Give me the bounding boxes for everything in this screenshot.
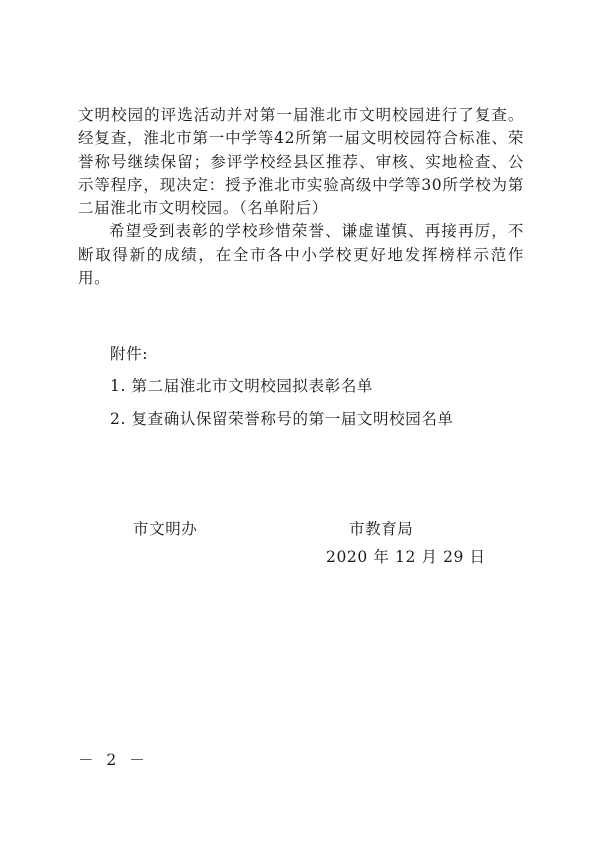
attachments-list [110, 370, 454, 436]
attachments-title: 附件: [110, 345, 149, 363]
body-paragraph-1: 文明校园的评选活动并对第一届淮北市文明校园进行了复查。经复查，淮北市第一中学等42所第一届文明校园符合标准、荣誉称号继续保留；参评学校经县区推荐、审核、实地检查、公示等程序，现决定：授予淮北市实验高级中学等30所学校为第二届淮北市文明校园。（名单附后） [78, 106, 524, 218]
attachment-item-1: 1. 第二届淮北市文明校园拟表彰名单 [110, 377, 374, 395]
body-paragraph-2: 希望受到表彰的学校珍惜荣誉、谦虚谨慎、再接再厉，不断取得新的成绩，在全市各中小学校更好地发挥榜样示范作用。 [78, 222, 524, 288]
issuer-civilization-office: 市文明办 [133, 520, 198, 538]
attachment-item-2: 2. 复查确认保留荣誉称号的第一届文明校园名单 [110, 410, 454, 428]
page-number: － 2 － [78, 751, 149, 769]
issuer-education-bureau: 市教育局 [349, 520, 414, 538]
document-body [78, 104, 524, 290]
issue-date: 2020 年 12 月 29 日 [326, 548, 486, 566]
